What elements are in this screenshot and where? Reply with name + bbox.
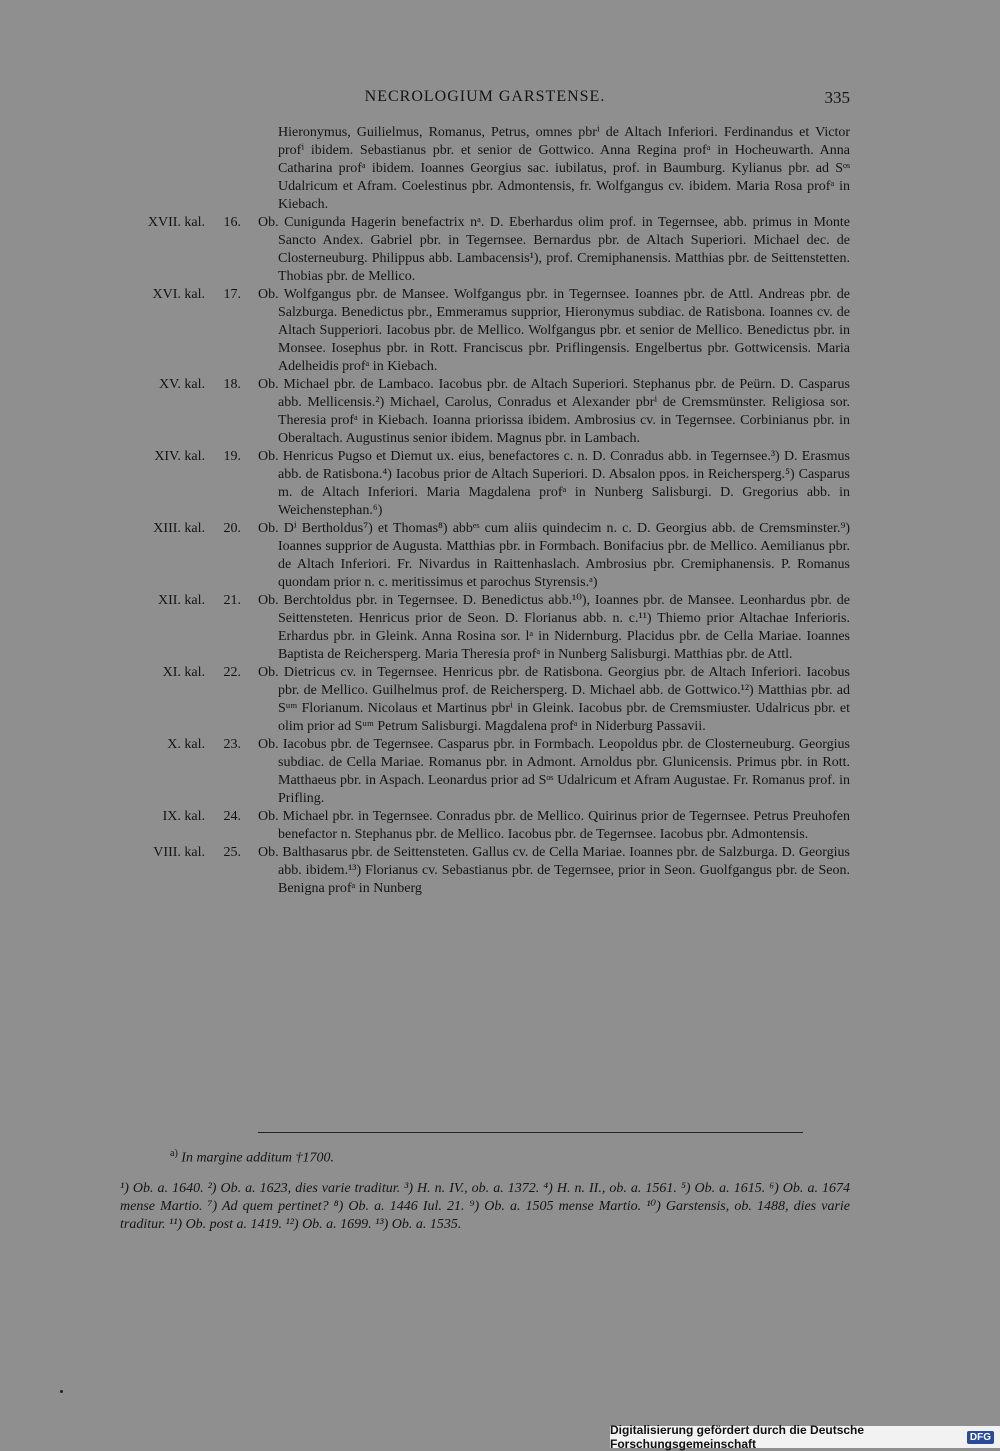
entry-date: VIII. kal.: [153, 845, 205, 860]
entry-text: Ob. Cunigunda Hagerin benefactrix nᵃ. D. Eberhardus olim prof. in Tegernsee, abb. primus in Monte Sancto Andex. Gabriel pbr. in Tegernsee. Bernardus pbr. de Altach Superiori. Michael dec. de Closterneuburg. Philippus abb. Lambacensis¹), prof. Cremiphanensis. Matthias pbr. de Seittenstetten. Thobias pbr. de Mellico.: [258, 215, 850, 284]
entry-text: Ob. Michael pbr. de Lambaco. Iacobus pbr. de Altach Superiori. Stephanus pbr. de Peürn. D. Casparus abb. Mellicensis.²) Michael, Carolus, Conradus et Alexander pbrⁱ de Cremsmünster. Religiosa sor. Theresia profᵃ in Kiebach. Ioanna priorissa ibidem. Ambrosius cv. in Tegernsee. Corbinianus pbr. in Oberaltach. Augustinus senior ibidem. Magnus pbr. in Lambach.: [258, 377, 850, 446]
entry-date: XV. kal.: [158, 377, 205, 392]
entry-text: Hieronymus, Guilielmus, Romanus, Petrus, omnes pbrⁱ de Altach Inferiori. Ferdinandus et Victor profⁱ ibidem. Sebastianus pbr. et senior de Gottwico. Anna Regina profᵃ in Hocheuwarth. Anna Catharina profᵃ ibidem. Ioannes Georgius sac. iubilatus, prof. in Baumburg. Kylianus pbr. ad Sᵒˢ Udalricum et Afram. Coelestinus pbr. Admontensis, fr. Wolfgangus cv. ibidem. Maria Rosa profᵃ in Kiebach.: [278, 125, 850, 212]
entry-text: Ob. Dietricus cv. in Tegernsee. Henricus pbr. de Ratisbona. Georgius pbr. de Altach Inferiori. Iacobus pbr. de Mellico. Guilhelmus prof. de Reichersperg. D. Michael abb. de Gottwico.¹²) Matthias pbr. ad Sᵘᵐ Florianum. Nicolaus et Martinus pbrⁱ in Gleink. Iacobus pbr. de Cremsmiuster. Udalricus pbr. et olim prior ad Sᵘᵐ Petrum Salisburgi. Magdalena profᵃ in Niderburg Passavii.: [258, 665, 850, 734]
dfg-logo-icon: DFG: [967, 1431, 994, 1444]
running-title: NECROLOGIUM GARSTENSE.: [364, 88, 606, 105]
entry-row: [0, 844, 1000, 898]
entry-day: 19.: [223, 449, 241, 464]
entry-date: X. kal.: [167, 737, 205, 752]
entry-text: Ob. Iacobus pbr. de Tegernsee. Casparus pbr. in Formbach. Leopoldus pbr. de Closterneuburg. Georgius subdiac. de Cella Mariae. Romanus pbr. in Admont. Arnoldus pbr. Glunicensis. Primus pbr. in Rott. Matthaeus pbr. in Aspach. Leonardus prior ad Sᵒˢ Udalricum et Afram Augustae. Fr. Romanus prof. in Prifling.: [258, 737, 850, 806]
entry-date: XII. kal.: [157, 593, 205, 608]
entry-date: XIII. kal.: [153, 521, 205, 536]
scan-speck: [60, 1390, 63, 1393]
entry-text: Ob. Berchtoldus pbr. in Tegernsee. D. Benedictus abb.¹⁰), Ioannes pbr. de Mansee. Leonhardus pbr. de Seittensteten. Henricus prior de Seon. D. Florianus abb. n. c.¹¹) Thiemo prior Altachae Inferioris. Erhardus pbr. in Gleink. Anna Rosina sor. lᵃ in Nidernburg. Placidus pbr. de Cella Mariae. Ioannes Baptista de Reichersperg. Maria Theresia profᵃ in Nunberg Salisburgi. Matthias pbr. de Attl.: [258, 593, 850, 662]
footer-text: Digitalisierung gefördert durch die Deutsche Forschungsgemeinschaft: [610, 1423, 865, 1451]
entry-day: 23.: [223, 737, 241, 752]
marginal-note-text: In margine additum †1700.: [181, 1150, 334, 1166]
entry-row: [0, 214, 1000, 286]
entry-text: Ob. Wolfgangus pbr. de Mansee. Wolfgangus pbr. in Tegernsee. Ioannes pbr. de Attl. Andreas pbr. de Salzburga. Benedictus pbr., Emmeramus supprior, Hieronymus subdiac. de Ratisbona. Ioannes cv. de Altach Supperiori. Iacobus pbr. de Mellico. Wolfgangus pbr. et senior de Mellico. Benedictus pbr. in Monsee. Iosephus pbr. in Rott. Franciscus pbr. Priflingensis. Engelbertus pbr. Gottwicensis. Maria Adelheidis profᵃ in Kiebach.: [258, 287, 850, 374]
entry-day: 20.: [223, 521, 241, 536]
entry-row: [0, 736, 1000, 808]
entry-day: 17.: [223, 287, 241, 302]
entry-day: 18.: [223, 377, 241, 392]
entry-day: 25.: [223, 845, 241, 860]
page-header: [120, 88, 850, 110]
marginal-note-mark: a): [170, 1148, 178, 1159]
entry-date: XVI. kal.: [152, 287, 205, 302]
entry-row: [0, 808, 1000, 844]
digitization-footer: [610, 1423, 1000, 1451]
entry-row: [0, 448, 1000, 520]
entry-row: [0, 286, 1000, 376]
entry-day: 22.: [223, 665, 241, 680]
entry-date: XVII. kal.: [147, 215, 205, 230]
entry-row: [0, 520, 1000, 592]
marginal-note: [170, 1148, 334, 1167]
necrology-body: [0, 124, 1000, 898]
entry-text: Ob. Michael pbr. in Tegernsee. Conradus pbr. de Mellico. Quirinus prior de Tegernsee. Petrus Preuhofen benefactor n. Stephanus pbr. de Mellico. Iacobus pbr. de Tegernsee. Iacobus pbr. Admontensis.: [258, 809, 850, 842]
entry-row: [0, 664, 1000, 736]
page-number: 335: [824, 88, 850, 107]
footnotes: ¹) Ob. a. 1640. ²) Ob. a. 1623, dies varie traditur. ³) H. n. IV., ob. a. 1372. ⁴) H. n. II., ob. a. 1561. ⁵) Ob. a. 1615. ⁶) Ob. a. 1674 mense Martio. ⁷) Ad quem pertinet? ⁸) Ob. a. 1446 Iul. 21. ⁹) Ob. a. 1505 mense Martio. ¹⁰) Garstensis, ob. 1488, dies varie traditur. ¹¹) Ob. post a. 1419. ¹²) Ob. a. 1699. ¹³) Ob. a. 1535.: [120, 1181, 850, 1232]
continuation-entry: [0, 124, 1000, 214]
entry-text: Ob. Henricus Pugso et Diemut ux. eius, benefactores c. n. D. Conradus abb. in Tegernsee.³) D. Erasmus abb. de Ratisbona.⁴) Iacobus prior de Altach Superiori. D. Absalon ppos. in Reichersperg.⁵) Casparus m. de Altach Inferiori. Maria Magdalena profᵃ in Nunberg Salisburgi. D. Gregorius abb. in Weichenstephan.⁶): [258, 449, 850, 518]
entry-date: IX. kal.: [162, 809, 205, 824]
entry-day: 24.: [223, 809, 241, 824]
entry-day: 16.: [223, 215, 241, 230]
entry-row: [0, 592, 1000, 664]
entry-text: Ob. Balthasarus pbr. de Seittensteten. Gallus cv. de Cella Mariae. Ioannes pbr. de Salzburga. D. Georgius abb. ibidem.¹³) Florianus cv. Sebastianus pbr. de Tegernsee, prior in Seon. Guolfgangus pbr. de Seon. Benigna profᵃ in Nunberg: [258, 845, 850, 896]
entry-date: XIV. kal.: [154, 449, 205, 464]
entry-text: Ob. Dⁱ Bertholdus⁷) et Thomas⁸) abbᵉˢ cum aliis quindecim n. c. D. Georgius abb. de Cremsminster.⁹) Ioannes supprior de Augusta. Matthias pbr. in Formbach. Bonifacius pbr. de Mellico. Aemilianus pbr. de Altach Inferiori. Fr. Nivardus in Raittenhaslach. Ambrosius pbr. Cremiphanensis. P. Romanus quondam prior n. c. meritissimus et parochus Styrensis.ᵃ): [258, 521, 850, 590]
entry-day: 21.: [223, 593, 241, 608]
entry-row: [0, 376, 1000, 448]
footnote-divider: [258, 1132, 803, 1133]
entry-date: XI. kal.: [162, 665, 205, 680]
